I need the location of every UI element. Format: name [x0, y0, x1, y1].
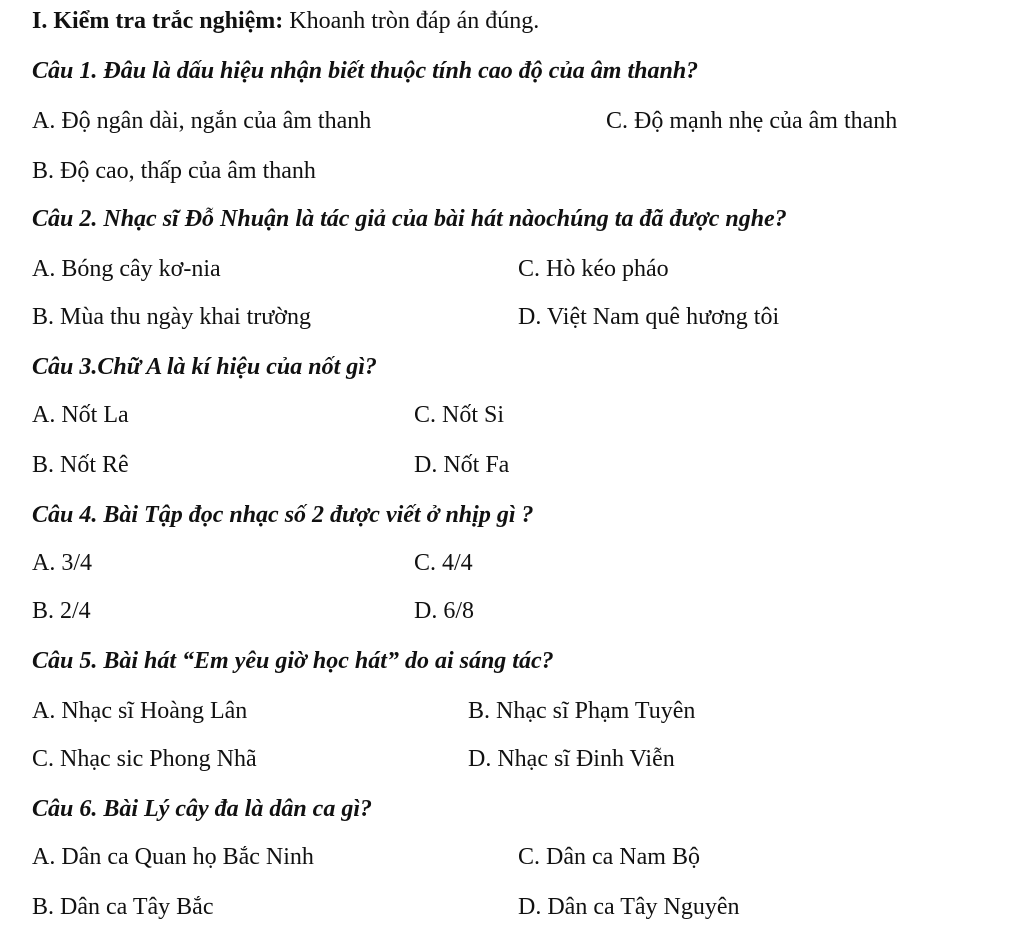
question-6-option-a[interactable]: A. Dân ca Quan họ Bắc Ninh	[32, 844, 314, 870]
question-1-option-c[interactable]: C. Độ mạnh nhẹ của âm thanh	[606, 108, 898, 134]
question-5-option-a[interactable]: A. Nhạc sĩ Hoàng Lân	[32, 698, 248, 724]
question-4-option-c[interactable]: C. 4/4	[414, 550, 473, 576]
question-3-option-b[interactable]: B. Nốt Rê	[32, 452, 129, 478]
question-4: Câu 4. Bài Tập đọc nhạc số 2 được viết ở nhịp gì ?	[32, 502, 534, 528]
question-1-option-a[interactable]: A. Độ ngân dài, ngắn của âm thanh	[32, 108, 372, 134]
question-2-option-b[interactable]: B. Mùa thu ngày khai trường	[32, 304, 311, 330]
question-6: Câu 6. Bài Lý cây đa là dân ca gì?	[32, 796, 372, 822]
question-6-option-d[interactable]: D. Dân ca Tây Nguyên	[518, 894, 740, 920]
section-heading-label: I. Kiểm tra trắc nghiệm:	[32, 8, 284, 34]
question-1-option-b[interactable]: B. Độ cao, thấp của âm thanh	[32, 158, 316, 184]
question-1: Câu 1. Đâu là dấu hiệu nhận biết thuộc tính cao độ của âm thanh?	[32, 58, 699, 84]
question-4-option-d[interactable]: D. 6/8	[414, 598, 474, 624]
question-6-option-b[interactable]: B. Dân ca Tây Bắc	[32, 894, 214, 920]
question-3-option-d[interactable]: D. Nốt Fa	[414, 452, 510, 478]
question-5-option-b[interactable]: B. Nhạc sĩ Phạm Tuyên	[468, 698, 696, 724]
question-3-option-c[interactable]: C. Nốt Si	[414, 402, 505, 428]
section-instruction: Khoanh tròn đáp án đúng.	[289, 8, 540, 34]
question-2: Câu 2. Nhạc sĩ Đỗ Nhuận là tác giả của bài hát nàochúng ta đã được nghe?	[32, 206, 787, 232]
question-4-option-b[interactable]: B. 2/4	[32, 598, 91, 624]
question-3: Câu 3.Chữ A là kí hiệu của nốt gì?	[32, 354, 377, 380]
section-heading	[32, 6, 539, 36]
question-5-option-c[interactable]: C. Nhạc sic Phong Nhã	[32, 746, 257, 772]
question-6-option-c[interactable]: C. Dân ca Nam Bộ	[518, 844, 700, 870]
question-4-option-a[interactable]: A. 3/4	[32, 550, 92, 576]
question-2-option-d[interactable]: D. Việt Nam quê hương tôi	[518, 304, 780, 330]
question-3-option-a[interactable]: A. Nốt La	[32, 402, 129, 428]
question-5: Câu 5. Bài hát “Em yêu giờ học hát” do ai sáng tác?	[32, 648, 554, 674]
question-2-option-a[interactable]: A. Bóng cây kơ-nia	[32, 256, 221, 282]
question-2-option-c[interactable]: C. Hò kéo pháo	[518, 256, 669, 282]
question-5-option-d[interactable]: D. Nhạc sĩ Đinh Viễn	[468, 746, 675, 772]
